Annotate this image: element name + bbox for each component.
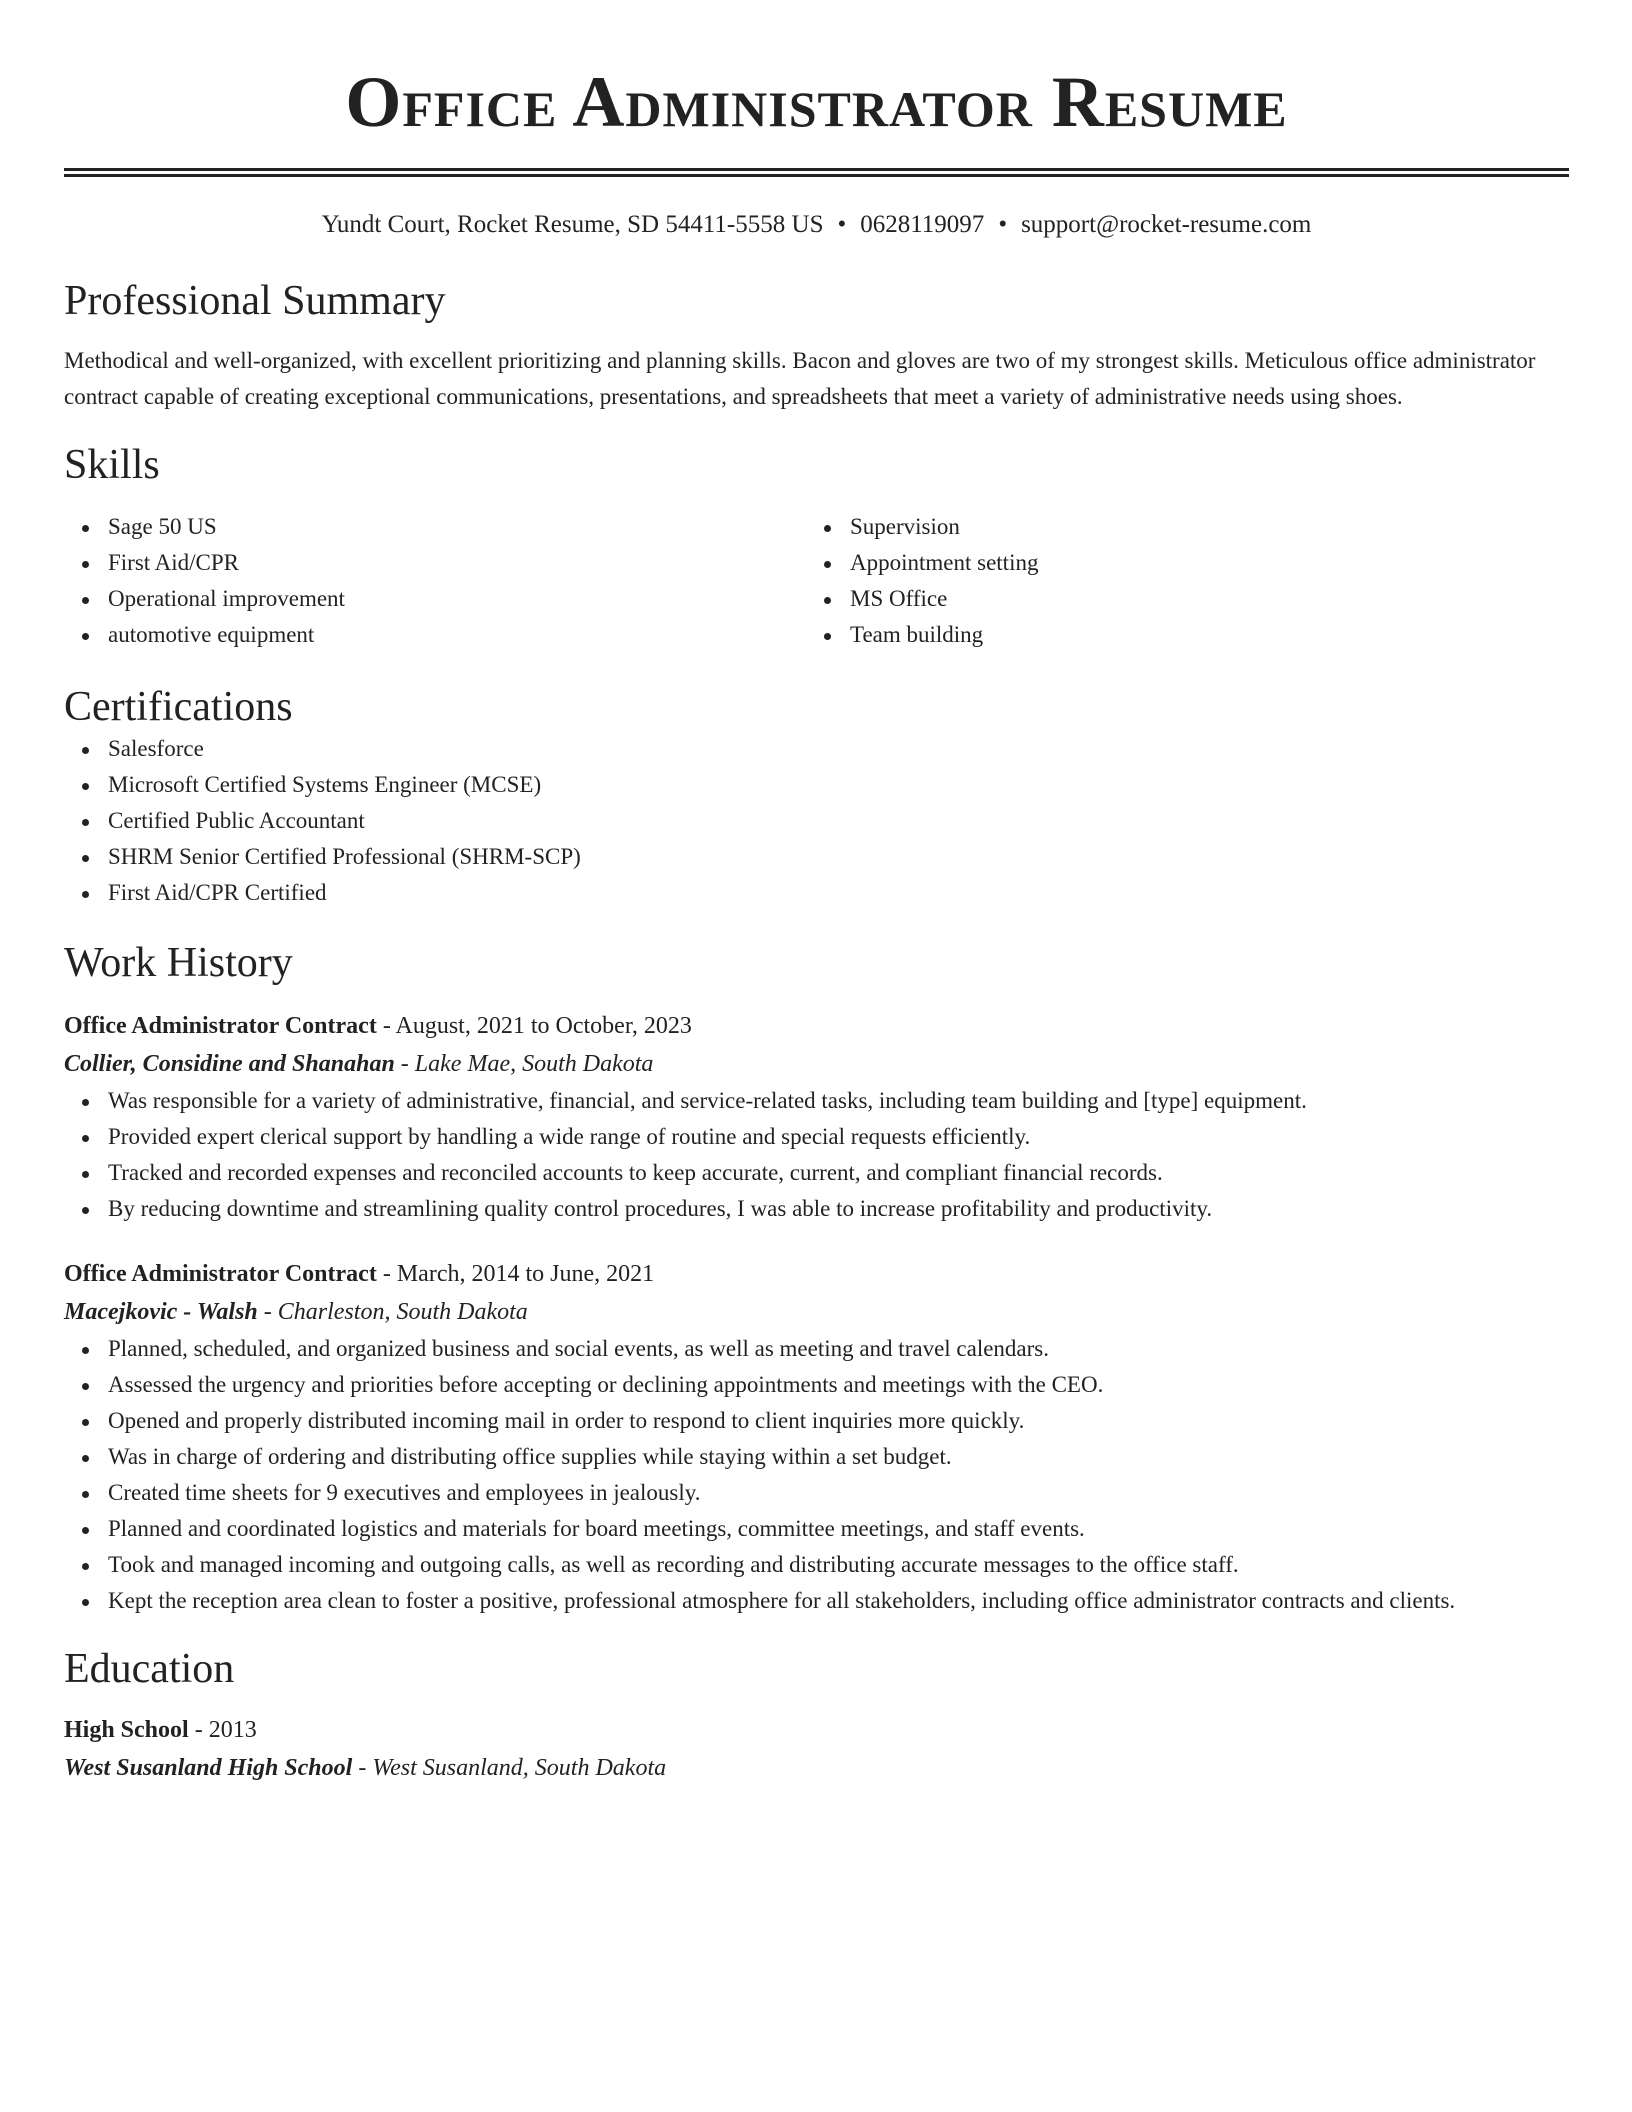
certifications-list — [64, 731, 1569, 911]
job-duty: Provided expert clerical support by handling a wide range of routine and special requests efficiently. — [64, 1119, 1569, 1155]
job-duty: Created time sheets for 9 executives and employees in jealously. — [64, 1475, 1569, 1511]
job-duties-list — [64, 1331, 1569, 1619]
job-company-line — [64, 1293, 1569, 1331]
certifications-section — [64, 683, 1569, 911]
contact-line — [64, 209, 1569, 241]
job-location: Charleston, South Dakota — [277, 1299, 528, 1325]
skill-item: Appointment setting — [806, 545, 1548, 581]
contact-separator: • — [837, 211, 847, 238]
resume-page — [64, 0, 1569, 1787]
certification-item: SHRM Senior Certified Professional (SHRM-SCP) — [64, 839, 1569, 875]
job-duties-list — [64, 1083, 1569, 1227]
education-dash: - — [188, 1717, 209, 1743]
job-duty: By reducing downtime and streamlining quality control procedures, I was able to increase profitability and productivity. — [64, 1191, 1569, 1227]
job-title-line — [64, 1255, 1569, 1293]
education-heading: Education — [64, 1646, 235, 1692]
certification-item: Certified Public Accountant — [64, 803, 1569, 839]
job-duty: Opened and properly distributed incoming mail in order to respond to client inquiries more quickly. — [64, 1403, 1569, 1439]
skills-right-column — [806, 509, 1548, 653]
skills-left-column — [64, 509, 806, 653]
job-entry — [64, 1255, 1569, 1619]
skill-item: Team building — [806, 617, 1548, 653]
education-school: West Susanland High School — [64, 1755, 353, 1781]
job-company: Collier, Considine and Shanahan — [64, 1051, 395, 1077]
work-history-section — [64, 939, 1569, 1619]
job-dash: - — [376, 1013, 396, 1039]
job-company: Macejkovic - Walsh — [64, 1299, 258, 1325]
job-duty: Planned and coordinated logistics and materials for board meetings, committee meetings, and staff events. — [64, 1511, 1569, 1547]
contact-phone: 0628119097 — [860, 211, 985, 238]
title-divider — [64, 168, 1569, 177]
skill-item: First Aid/CPR — [64, 545, 806, 581]
summary-heading: Professional Summary — [64, 278, 446, 324]
skill-item: MS Office — [806, 581, 1548, 617]
education-school-line — [64, 1749, 1569, 1787]
job-title-line — [64, 1007, 1569, 1045]
skill-item: Supervision — [806, 509, 1548, 545]
job-title: Office Administrator Contract — [64, 1013, 377, 1039]
certification-item: Salesforce — [64, 731, 1569, 767]
education-section — [64, 1645, 1569, 1787]
skills-grid — [64, 509, 1569, 653]
job-dash: - — [394, 1051, 415, 1077]
skill-item: Sage 50 US — [64, 509, 806, 545]
education-year: 2013 — [208, 1717, 257, 1743]
certification-item: Microsoft Certified Systems Engineer (MCSE) — [64, 767, 1569, 803]
skill-item: Operational improvement — [64, 581, 806, 617]
job-company-line — [64, 1045, 1569, 1083]
education-location: West Susanland, South Dakota — [372, 1755, 667, 1781]
certification-item: First Aid/CPR Certified — [64, 875, 1569, 911]
job-entry — [64, 1007, 1569, 1227]
job-duty: Was in charge of ordering and distributing office supplies while staying within a set budget. — [64, 1439, 1569, 1475]
job-duty: Took and managed incoming and outgoing calls, as well as recording and distributing accurate messages to the office staff. — [64, 1547, 1569, 1583]
summary-section — [64, 277, 1569, 415]
education-degree-line — [64, 1711, 1569, 1749]
education-degree: High School — [64, 1717, 189, 1743]
skills-heading: Skills — [64, 442, 160, 488]
job-duty: Was responsible for a variety of administrative, financial, and service-related tasks, including team building and [type] equipment. — [64, 1083, 1569, 1119]
contact-address: Yundt Court, Rocket Resume, SD 54411-5558 US — [321, 211, 824, 238]
job-dates: August, 2021 to October, 2023 — [395, 1013, 692, 1039]
contact-email[interactable]: support@rocket-resume.com — [1021, 211, 1312, 238]
job-dash: - — [376, 1261, 397, 1287]
education-dash: - — [352, 1755, 373, 1781]
job-title: Office Administrator Contract — [64, 1261, 377, 1287]
job-location: Lake Mae, South Dakota — [414, 1051, 654, 1077]
certifications-heading: Certifications — [64, 684, 293, 730]
job-duty: Tracked and recorded expenses and reconciled accounts to keep accurate, current, and compliant financial records. — [64, 1155, 1569, 1191]
resume-title: Office Administrator Resume — [345, 62, 1288, 142]
work-history-heading: Work History — [64, 940, 293, 986]
summary-text: Methodical and well-organized, with excellent prioritizing and planning skills. Bacon and gloves are two of my strongest skills. Meticulous office administrator contract capable of creating exceptional communications, presentations, and spreadsheets that meet a variety of administrative needs using shoes. — [64, 348, 1536, 409]
job-duty: Planned, scheduled, and organized business and social events, as well as meeting and travel calendars. — [64, 1331, 1569, 1367]
contact-separator: • — [998, 211, 1008, 238]
job-dates: March, 2014 to June, 2021 — [396, 1261, 655, 1287]
job-dash: - — [257, 1299, 278, 1325]
education-entry — [64, 1711, 1569, 1787]
skills-section — [64, 441, 1569, 653]
job-duty: Kept the reception area clean to foster a positive, professional atmosphere for all stakeholders, including office administrator contracts and clients. — [64, 1583, 1569, 1619]
skill-item: automotive equipment — [64, 617, 806, 653]
job-duty: Assessed the urgency and priorities before accepting or declining appointments and meetings with the CEO. — [64, 1367, 1569, 1403]
